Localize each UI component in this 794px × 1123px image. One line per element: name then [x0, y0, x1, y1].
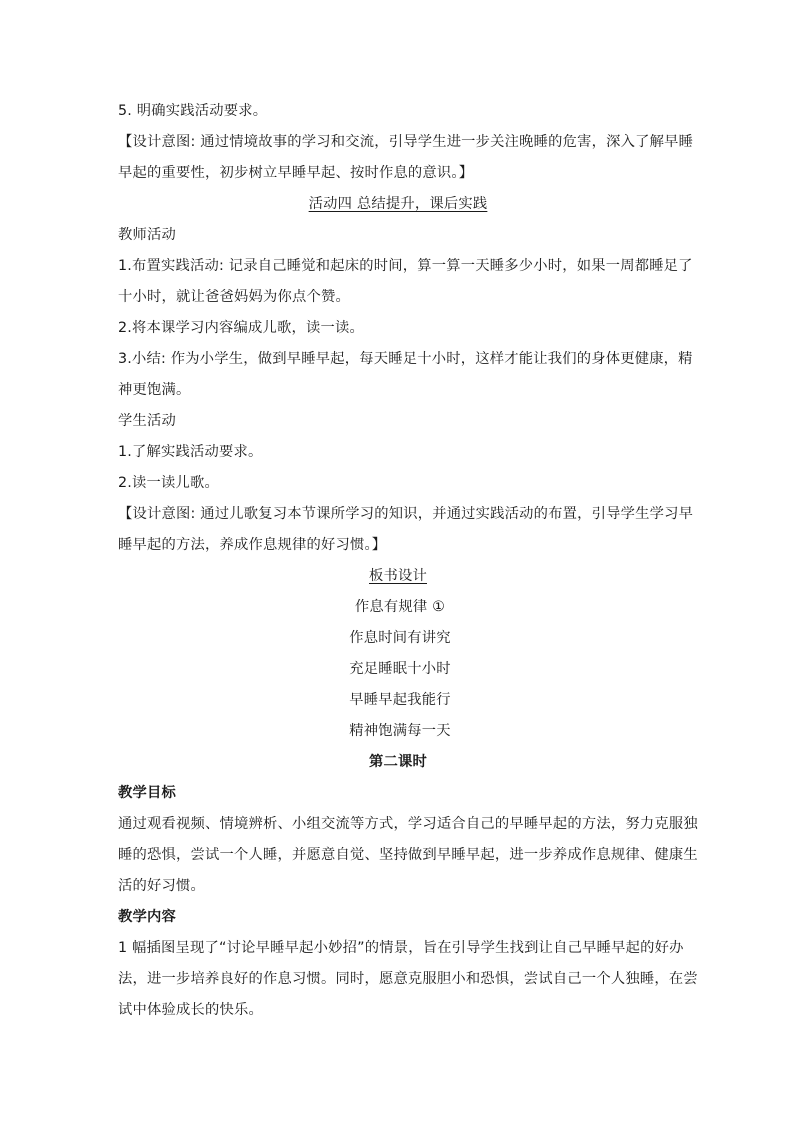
teaching-goals-heading: 教学目标 — [118, 785, 176, 801]
teacher-item-3-cont: 神更饱满。 — [118, 382, 191, 398]
teaching-content-heading: 教学内容 — [118, 909, 176, 925]
design-intent-note-1-cont: 早起的重要性，初步树立早睡早起、按时作息的意识。】 — [118, 165, 474, 181]
teacher-item-3: 3.小结: 作为小学生，做到早睡早起，每天睡足十小时，这样才能让我们的身体更健康，精 — [118, 351, 693, 367]
design-intent-note-2-cont: 睡早起的方法，养成作息规律的好习惯。】 — [118, 537, 387, 553]
teacher-item-1-cont: 十小时，就让爸爸妈妈为你点个赞。 — [118, 289, 350, 305]
teaching-goals-text-cont: 活的好习惯。 — [118, 878, 205, 894]
teacher-activity-heading: 教师活动 — [118, 227, 176, 243]
board-design-title: 板书设计 — [369, 568, 427, 584]
student-item-2: 2.读一读儿歌。 — [118, 475, 220, 491]
board-line: 作息有规律 ① — [354, 599, 446, 615]
student-item-1: 1.了解实践活动要求。 — [118, 444, 263, 460]
teacher-item-1: 1.布置实践活动: 记录自己睡觉和起床的时间，算一算一天睡多少小时，如果一周都睡足了 — [118, 258, 693, 274]
teaching-content-text: 1 幅插图呈现了“讨论早睡早起小妙招”的情景，旨在引导学生找到让自己早睡早起的好办 — [118, 940, 684, 956]
board-line: 充足睡眠十小时 — [349, 661, 451, 677]
student-activity-heading: 学生活动 — [118, 413, 176, 429]
board-line: 作息时间有讲究 — [349, 630, 451, 646]
board-line: 早睡早起我能行 — [349, 692, 451, 708]
teacher-item-2: 2.将本课学习内容编成儿歌，读一读。 — [118, 320, 364, 336]
design-intent-note-1: 【设计意图: 通过情境故事的学习和交流，引导学生进一步关注晚睡的危害，深入了解早睡 — [118, 134, 694, 150]
teaching-content-text-cont: 试中体验成长的快乐。 — [118, 1002, 263, 1018]
activity-4-title: 活动四 总结提升，课后实践 — [308, 196, 488, 212]
lesson-2-title: 第二课时 — [369, 754, 427, 770]
teaching-content-text-cont: 法，进一步培养良好的作息习惯。同时，愿意克服胆小和恐惧，尝试自己一个人独睡，在尝 — [118, 971, 698, 987]
board-line: 精神饱满每一天 — [349, 723, 451, 739]
teaching-goals-text: 通过观看视频、情境辨析、小组交流等方式，学习适合自己的早睡早起的方法，努力克服独 — [118, 816, 698, 832]
step-5-text: 5. 明确实践活动要求。 — [118, 103, 268, 119]
document-page — [118, 96, 698, 1026]
activity-4-title-row — [118, 189, 678, 220]
teaching-goals-text-cont: 睡的恐惧，尝试一个人睡，并愿意自觉、坚持做到早睡早起，进一步养成作息规律、健康生 — [118, 847, 698, 863]
board-title-row — [118, 561, 678, 592]
design-intent-note-2: 【设计意图: 通过儿歌复习本节课所学习的知识，并通过实践活动的布置，引导学生学习早 — [118, 506, 694, 522]
